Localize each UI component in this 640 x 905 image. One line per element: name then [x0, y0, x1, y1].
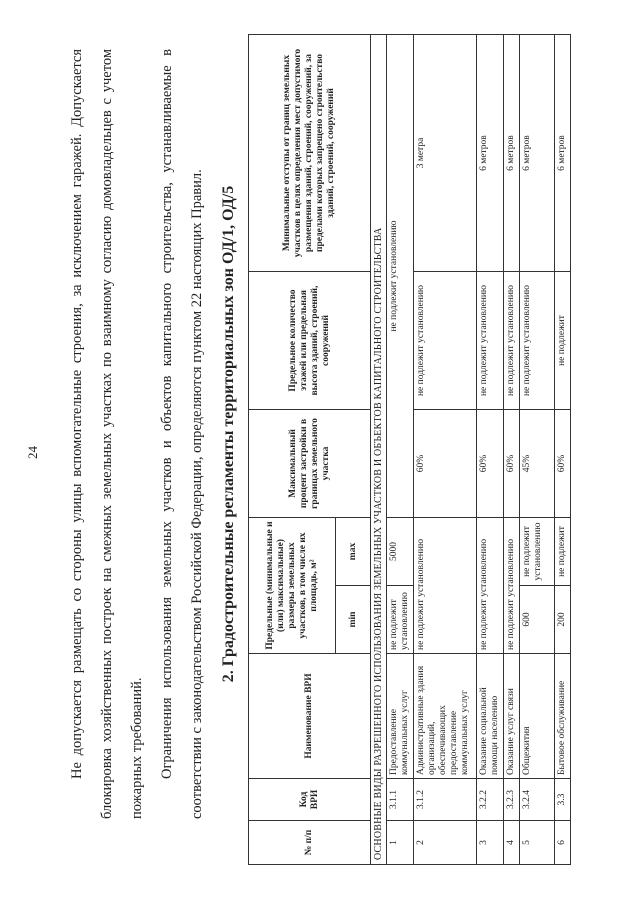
cell-size-not-set: не подлежит установлению [504, 518, 520, 654]
paragraph-outbuildings: Не допускается размещать со стороны улицы вспомогательные строения, за исключением гаражей. Допускается блокировка хозяйственных построек на смежных земельных участках по взаимному согласию домовладельцев с учетом пожарных требований. [69, 49, 145, 819]
cell-floors: не подлежит [555, 272, 571, 410]
table-row [520, 35, 555, 865]
cell-num: 4 [504, 821, 520, 865]
group-title: ОСНОВНЫЕ ВИДЫ РАЗРЕШЕННОГО ИСПОЛЬЗОВАНИЯ ЗЕМЕЛЬНЫХ УЧАСТКОВ И ОБЪЕКТОВ КАПИТАЛЬНОГО СТРОИТЕЛЬСТВА [371, 35, 387, 865]
paragraph-restrictions: Ограничения использования земельных участков и объектов капитального строительства, устанавливаемые в соответствии с законодательством Российской Федерации, определяются пунктом 22 настоящих Правил. [159, 49, 205, 819]
header-min: min [336, 586, 371, 654]
cell-min: 200 [555, 586, 571, 654]
cell-name: Бытовое обслуживание [555, 654, 571, 779]
cell-floors: не подлежит установлению [414, 272, 477, 410]
cell-num: 5 [520, 821, 555, 865]
table-row [555, 35, 571, 865]
cell-setback: 6 метров [477, 35, 504, 272]
header-num: № п/п [249, 821, 371, 865]
cell-name: Административные здания организаций, обеспечивающих предоставление коммунальных услуг [414, 654, 477, 779]
cell-floors: не подлежит установлению [477, 272, 504, 410]
header-plot-size: Предельные (минимальные и (или) максимальные) размеры земельных участков, в том числе их площадь, м² [249, 518, 336, 654]
cell-setback: 6 метров [520, 35, 555, 272]
cell-max: не подлежит [555, 518, 571, 586]
page-number: 24 [25, 446, 40, 459]
regulations-table [248, 34, 571, 865]
cell-setback: 6 метров [504, 35, 520, 272]
cell-code: 3.2.3 [504, 779, 520, 821]
table-row [414, 35, 477, 865]
cell-setback: 6 метров [555, 35, 571, 272]
table-row [387, 35, 414, 865]
cell-code: 3.1.2 [414, 779, 477, 821]
cell-percent: 60% [477, 410, 504, 518]
cell-code: 3.2.4 [520, 779, 555, 821]
header-max: max [336, 518, 371, 586]
cell-setback: 3 метра [414, 35, 477, 272]
header-percent: Максимальный процент застройки в границах земельного участка [249, 410, 371, 518]
cell-percent: 60% [504, 410, 520, 518]
cell-num: 2 [414, 821, 477, 865]
cell-min: не подлежит установлению [387, 586, 414, 654]
header-code: Код ВРИ [249, 779, 371, 821]
cell-code: 3.3 [555, 779, 571, 821]
section-title: 2. Градостроительные регламенты территориальных зон ОД/1, ОД/5 [220, 185, 237, 683]
cell-name: Предоставление коммунальных услуг [387, 654, 414, 779]
cell-percent: 60% [555, 410, 571, 518]
cell-num: 3 [477, 821, 504, 865]
cell-name: Оказание социальной помощи населению [477, 654, 504, 779]
cell-floors: не подлежит установлению [520, 272, 555, 410]
cell-size-not-set: не подлежит установлению [477, 518, 504, 654]
header-floors: Предельное количество этажей или предельная высота зданий, строений, сооружений [249, 272, 371, 410]
header-setback: Минимальные отступы от границ земельных участков в целях определения мест допустимого размещения зданий, строений, сооружений, за пределами которых запрещено строительство зданий, строений, сооружений [249, 35, 371, 272]
cell-size-not-set: не подлежит установлению [414, 518, 477, 654]
cell-code: 3.1.1 [387, 779, 414, 821]
table-row [477, 35, 504, 865]
cell-code: 3.2.2 [477, 779, 504, 821]
cell-percent: 45% [520, 410, 555, 518]
header-name: Наименование ВРИ [249, 654, 371, 779]
cell-max: не подлежит установлению [520, 518, 555, 586]
cell-percent: 60% [414, 410, 477, 518]
cell-min: 600 [520, 586, 555, 654]
table-row [504, 35, 520, 865]
cell-num: 6 [555, 821, 571, 865]
cell-name: Оказание услуг связи [504, 654, 520, 779]
cell-max: 5000 [387, 518, 414, 586]
cell-not-set: не подлежит установлению [387, 35, 414, 518]
cell-num: 1 [387, 821, 414, 865]
cell-floors: не подлежит установлению [504, 272, 520, 410]
cell-name: Общежития [520, 654, 555, 779]
